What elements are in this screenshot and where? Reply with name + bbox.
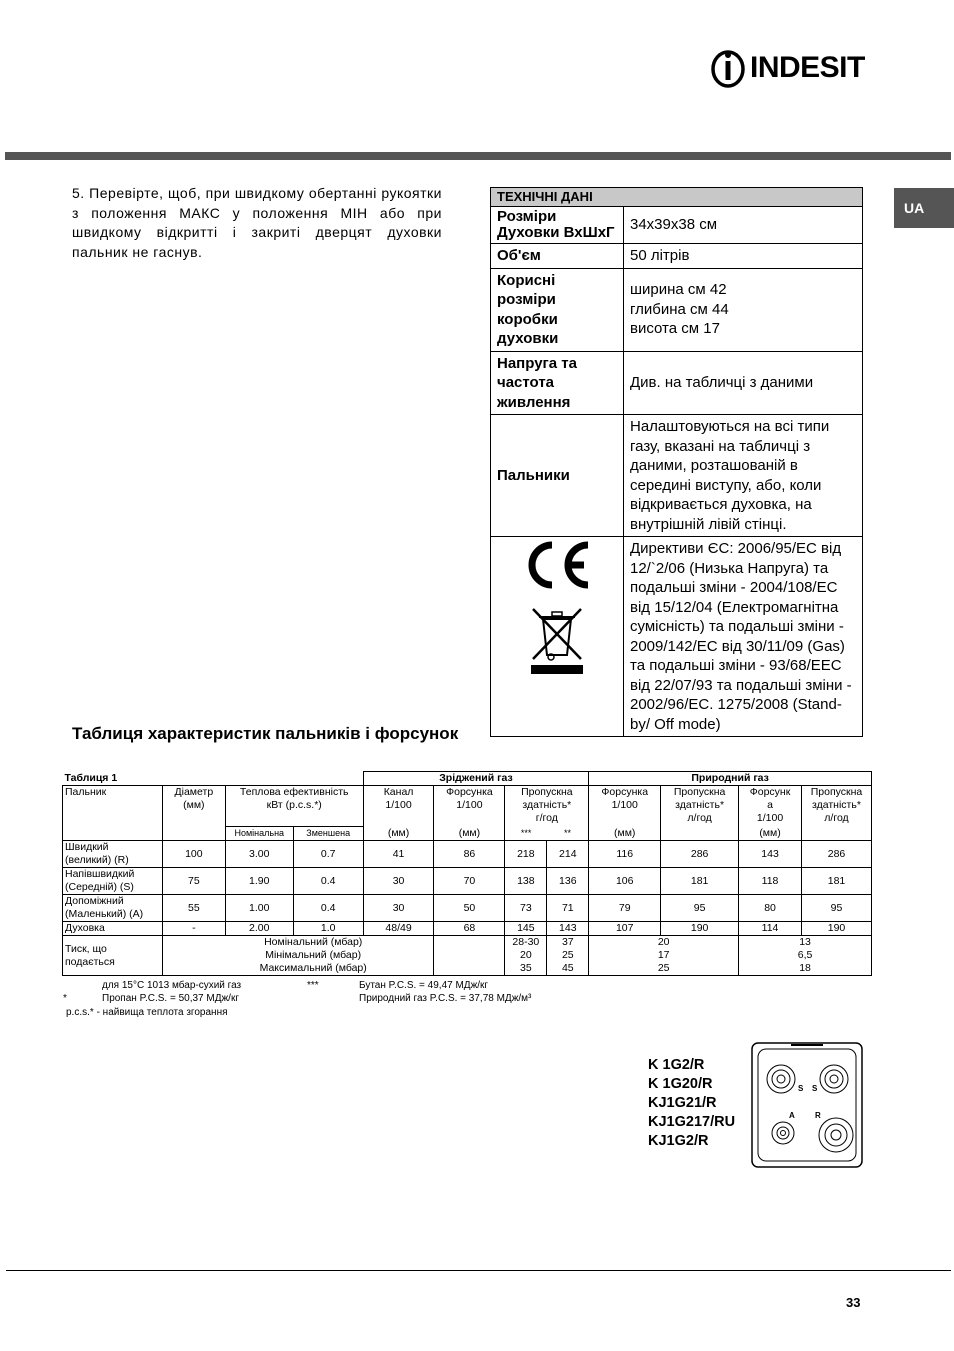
burner-name	[63, 868, 163, 895]
table-cell: 79	[589, 895, 661, 922]
ng2-injector-header-line: Форсунк	[749, 786, 791, 798]
pressure-name: Мінімальний (мбар)	[265, 949, 362, 961]
certification-icons	[491, 537, 624, 737]
pressure-values	[589, 936, 739, 976]
footer-divider	[6, 1270, 951, 1271]
tech-label: Розміри Духовки ВхШхГ	[491, 207, 624, 244]
heat-header	[225, 786, 363, 827]
burner-label-s1: S	[798, 1084, 804, 1093]
table-cell: -	[162, 922, 225, 936]
burner-name	[63, 895, 163, 922]
table-cell: 143	[739, 841, 802, 868]
pressure-name: Номінальний (мбар)	[264, 936, 363, 948]
table-cell: 100	[162, 841, 225, 868]
weee-bin-icon	[527, 605, 587, 677]
burner-table	[62, 771, 872, 976]
footnote: Бутан P.C.S. = 49,47 МДж/кг	[359, 980, 489, 991]
tech-label: Пальники	[491, 415, 624, 537]
table-caption: Таблиця 1	[64, 771, 118, 784]
pressure-values	[739, 936, 872, 976]
model-list	[648, 1056, 735, 1151]
tech-value: Див. на табличці з даними	[624, 351, 863, 415]
pressure-name: Максимальний (мбар)	[259, 962, 367, 974]
tech-value: 34х39х38 см	[624, 207, 863, 244]
bypass-header-line: 1/100	[385, 799, 412, 811]
pressure-label	[63, 936, 163, 976]
pressure-value: 17	[657, 949, 670, 961]
pressure-value: 6,5	[797, 949, 813, 961]
heat-header-line: Теплова ефективність	[239, 786, 349, 798]
pressure-label-line: подається	[65, 955, 115, 968]
mm-unit: (мм)	[589, 827, 661, 841]
footnote: Пропан P.C.S. = 50,37 МДж/кг	[102, 993, 239, 1004]
model-name: K 1G20/R	[648, 1076, 713, 1092]
language-tab: UA	[894, 188, 954, 228]
footnote-marker: *	[63, 993, 67, 1004]
lpg-flow-header-line: здатність*	[522, 799, 572, 811]
lpg-header: Зріджений газ	[363, 772, 589, 786]
pressure-value: 20	[520, 949, 532, 961]
table-cell: 286	[661, 841, 739, 868]
eu-directives: Директиви ЄС: 2006/95/EC від 12/`2/06 (Низька Напруга) та подальші зміни - 2004/108/EC від 15/12/04 (Електромагнітна сумісність) та подальші зміни - 2009/142/EC від 30/11/09 (Gas) та подальші зміни - 93/68/EEC від 22/07/93 та подальші зміни - 2002/96/EC. 1275/2008 (Stand-by/ Off mode)	[624, 537, 863, 737]
cooktop-diagram-icon	[751, 1041, 863, 1169]
mm-unit: (мм)	[739, 827, 802, 841]
ng-injector-header-line: 1/100	[611, 799, 638, 811]
page-number: 33	[846, 1295, 861, 1310]
lpg-flow-header-line: г/год	[535, 812, 558, 824]
table-cell: 30	[363, 868, 434, 895]
table-cell: 190	[661, 922, 739, 936]
table-cell: 181	[661, 868, 739, 895]
ng-injector-header	[589, 786, 661, 827]
step-5-text: 5. Перевірте, щоб, при швидкому обертанні рукоятки з положення МАКС у положення МІН або при швидкому відкритті і закриті дверцят духовки пальник не гаснув.	[72, 185, 442, 260]
technical-data-table	[490, 187, 863, 737]
table-cell: 138	[505, 868, 547, 895]
logo-i-icon	[710, 48, 746, 88]
ng2-injector-header-line: 1/100	[756, 812, 784, 824]
table-cell: 95	[661, 895, 739, 922]
pressure-value: 25	[561, 949, 574, 961]
table-cell: 145	[505, 922, 547, 936]
table-cell: 143	[547, 922, 589, 936]
pressure-values	[505, 936, 547, 976]
lpg-injector-header	[434, 786, 505, 827]
tech-label: Напруга та частота живлення	[491, 351, 624, 415]
oven-depth: глибина см 44	[630, 300, 729, 318]
nominal-header: Номінальна	[225, 827, 293, 841]
table-cell: 0.7	[293, 841, 363, 868]
indesit-logo	[710, 46, 865, 90]
ng-flow-header-line: Пропускна	[673, 786, 726, 798]
ng2-injector-header	[739, 786, 802, 827]
model-name: KJ1G21/R	[648, 1095, 717, 1111]
table-cell: 55	[162, 895, 225, 922]
table-cell: 3.00	[225, 841, 293, 868]
burner-name-line: (Маленький) (A)	[65, 908, 144, 920]
burner-name: Духовка	[63, 922, 163, 936]
tech-label: Корисні розміри коробки духовки	[491, 268, 624, 351]
brand-name: INDESIT	[750, 51, 865, 84]
table-cell: 68	[434, 922, 505, 936]
table-cell: 2.00	[225, 922, 293, 936]
table-cell: 95	[802, 895, 872, 922]
burner-name-line: (великий) (R)	[65, 854, 129, 866]
ng-flow-header-line: здатність*	[675, 799, 725, 811]
burner-name-line: Швидкий	[65, 841, 109, 853]
table-cell: 75	[162, 868, 225, 895]
section-title: Таблиця характеристик пальників і форсунок	[72, 724, 459, 743]
burner-label-s2: S	[812, 1084, 818, 1093]
ng2-flow-header	[802, 786, 872, 841]
ng2-flow-header-line: Пропускна	[810, 786, 863, 798]
ng2-flow-header-line: здатність*	[812, 799, 861, 811]
pressure-label-line: Тиск, що	[65, 942, 107, 955]
footnote: для 15°C 1013 мбар-сухий газ	[102, 980, 242, 991]
table-cell: 86	[434, 841, 505, 868]
pressure-names	[162, 936, 434, 976]
table-row	[63, 841, 872, 868]
bypass-header-line: Канал	[383, 786, 414, 798]
reduced-header: Зменшена	[293, 827, 363, 841]
table-cell: 0.4	[293, 895, 363, 922]
diameter-header	[162, 786, 225, 841]
propane-marker: **	[564, 827, 572, 838]
table-cell: 181	[802, 868, 872, 895]
heat-header-line: кВт (p.c.s.*)	[266, 799, 322, 811]
burner-name-line: Допоміжний	[65, 895, 124, 907]
header-bar	[5, 152, 951, 160]
lpg-flow-header	[505, 786, 589, 827]
model-name: KJ1G2/R	[648, 1133, 709, 1149]
table-cell: 48/49	[363, 922, 434, 936]
burner-name-line: (Середній) (S)	[65, 881, 134, 893]
ng-flow-header	[661, 786, 739, 841]
table-cell: 71	[547, 895, 589, 922]
table-cell	[434, 936, 505, 976]
pressure-value: 18	[799, 962, 811, 974]
oven-width: ширина см 42	[630, 281, 727, 299]
model-name: K 1G2/R	[648, 1057, 705, 1073]
pressure-value: 20	[657, 936, 670, 948]
table-cell: 106	[589, 868, 661, 895]
footnote: p.c.s.* - найвища теплота згорання	[66, 1007, 228, 1018]
ng-header: Природний газ	[589, 772, 872, 786]
burner-label-a: A	[789, 1111, 795, 1120]
burner-label-r: R	[815, 1111, 821, 1120]
pressure-values	[547, 936, 589, 976]
table-cell: 107	[589, 922, 661, 936]
table-cell: 30	[363, 895, 434, 922]
table-row	[63, 895, 872, 922]
table-cell: 80	[739, 895, 802, 922]
diameter-header-line: Діаметр	[174, 786, 214, 798]
table-cell: 0.4	[293, 868, 363, 895]
pressure-value: 35	[520, 962, 532, 974]
table-cell: 114	[739, 922, 802, 936]
pressure-row	[63, 936, 872, 976]
table-cell: 1.00	[225, 895, 293, 922]
table-row	[63, 922, 872, 936]
mm-unit: (мм)	[363, 827, 434, 841]
mm-unit: (мм)	[434, 827, 505, 841]
table-cell: 73	[505, 895, 547, 922]
table-cell: 41	[363, 841, 434, 868]
tech-title: ТЕХНІЧНІ ДАНІ	[491, 188, 863, 207]
model-name: KJ1G217/RU	[648, 1114, 736, 1130]
ng-flow-header-line: л/год	[687, 812, 712, 824]
ng-injector-header-line: Форсунка	[601, 786, 649, 798]
pressure-value: 13	[799, 936, 811, 948]
burner-name	[63, 841, 163, 868]
pressure-value: 45	[561, 962, 574, 974]
table-cell: 1.90	[225, 868, 293, 895]
tech-value: 50 літрів	[624, 244, 863, 269]
table-cell: 218	[505, 841, 547, 868]
ng2-injector-header-line: а	[767, 799, 773, 811]
diameter-header-line: (мм)	[183, 799, 205, 811]
burner-name-line: Напівшвидкий	[65, 868, 135, 880]
lpg-flow-header-line: Пропускна	[521, 786, 573, 798]
tech-value: Налаштовуються на всі типи газу, вказані на табличці з даними, розташованій в середині виступу, або, коли відкривається духовка, на внутрішній лівій стінці.	[624, 415, 863, 537]
table-cell: 50	[434, 895, 505, 922]
table-cell: 70	[434, 868, 505, 895]
pressure-value: 25	[657, 962, 670, 974]
table-cell: 190	[802, 922, 872, 936]
table-cell: 116	[589, 841, 661, 868]
butane-marker: ***	[505, 827, 547, 841]
table-cell: 118	[739, 868, 802, 895]
ce-mark-icon	[522, 539, 592, 591]
tech-value	[624, 268, 863, 351]
pressure-value: 37	[561, 936, 574, 948]
table-cell: 286	[802, 841, 872, 868]
tech-label: Об'єм	[491, 244, 624, 269]
lpg-injector-header-line: 1/100	[456, 799, 483, 811]
oven-height: висота см 17	[630, 320, 720, 338]
table-cell: 214	[547, 841, 589, 868]
footnote: Природний газ P.C.S. = 37,78 МДж/м³	[359, 993, 532, 1004]
ng2-flow-header-line: л/год	[824, 812, 849, 824]
pressure-value: 28-30	[512, 936, 540, 948]
table-cell: 1.0	[293, 922, 363, 936]
table-cell: 136	[547, 868, 589, 895]
table-row	[63, 868, 872, 895]
burner-header: Пальник	[63, 786, 163, 841]
lpg-injector-header-line: Форсунка	[446, 786, 493, 798]
bypass-header	[363, 786, 434, 827]
footnote-marker: ***	[307, 980, 319, 991]
